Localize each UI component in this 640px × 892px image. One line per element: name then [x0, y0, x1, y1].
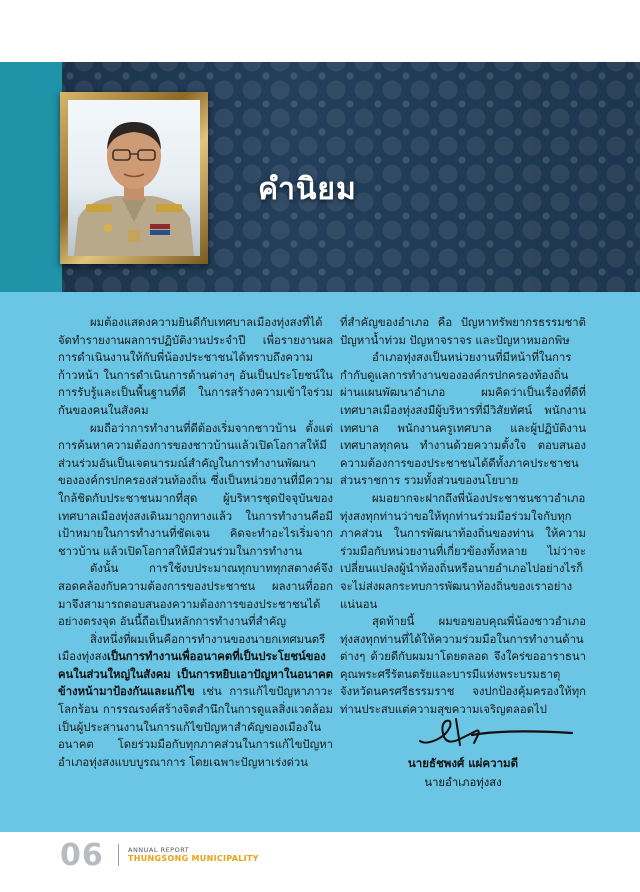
page-number: 06	[60, 838, 104, 873]
paragraph-rest: เช่น การแก้ไขปัญหาภาวะโลกร้อน การรณรงค์สร้างจิตสำนึกในการดูแลสิ่งแวดล้อม เป็นผู้ประสานงานในการแก้ไขปัญหาสำคัญของเมืองในอนาคต โดยร่วมมือกับทุกภาคส่วนในการแก้ไขปัญหาอำเภอทุ่งสงแบบบูรณาการ โดยเฉพาะปัญหาเร่งด่วน	[58, 685, 333, 769]
paragraph: ผมอยากจะฝากถึงพี่น้องประชาชนชาวอำเภอทุ่งสงทุกท่านว่าขอให้ทุกท่านร่วมมือร่วมใจกับทุกภาคส่วน ในการพัฒนาท้องถิ่นของท่าน ให้ความร่วมมือกับหน่วยงานที่เกี่ยวข้องทั้งหลาย ไม่ว่าจะเปลี่ยนแปลงผู้นำท้องถิ่นหรือนายอำเภอไปอย่างไรก็จะไม่ส่งผลกระทบการพัฒนาท้องถิ่นของเราอย่างแน่นอน	[340, 491, 586, 611]
portrait-frame	[60, 92, 208, 264]
paragraph: สุดท้ายนี้ ผมขอขอบคุณพี่น้องชาวอำเภอทุ่งสงทุกท่านที่ได้ให้ความร่วมมือในการทำงานด้านต่างๆ ด้วยดีกับผมมาโดยตลอด จึงใคร่ขออาราธนาคุณพระศรีรัตนตรัยและบารมีแห่งพระบรมธาตุจังหวัดนครศรีธรรมราช จงปกป้องคุ้มครองให้ทุกท่านประสบแต่ความสุขความเจริญตลอดไป	[340, 615, 586, 717]
page-title: คำนิยม	[258, 172, 357, 207]
official-portrait	[68, 100, 200, 256]
handwritten-signature	[416, 705, 576, 749]
emphasized-text: เป็นการทำงานเพื่ออนาคตที่เป็นประโยชน์ของคนในส่วนใหญ่ในสังคม เป็นการหยิบเอาปัญหาในอนาคตข้างหน้ามาป้องกันและแก้ไข	[58, 649, 333, 699]
paragraph: อำเภอทุ่งสงเป็นหน่วยงานที่มีหน้าที่ในการกำกับดูแลการทำงานขององค์กรปกครองท้องถิ่นผ่านแผนพัฒนาอำเภอ ผมคิดว่าเป็นเรื่องที่ดีที่เทศบาลเมืองทุ่งสงมีผู้บริหารที่มีวิสัยทัศน์ พนักงานเทศบาล พนักงานครูเทศบาล และผู้ปฏิบัติงานเทศบาลทุกคน ทำงานด้วยความตั้งใจ ตอบสนองความต้องการของประชาชนได้ดีทั้งภาคประชาชน ส่วนราชการ รวมทั้งส่วนของนโยบาย	[340, 351, 586, 488]
paragraph: ผมถือว่าการทำงานที่ดีต้องเริ่มจากชาวบ้าน ตั้งแต่การค้นหาความต้องการของชาวบ้านแล้วเปิดโอกาสให้มีส่วนร่วมอันเป็นเจตนารมณ์สำคัญในการทำงานพัฒนาขององค์กรปกครองส่วนท้องถิ่น ซึ่งเป็นหน่วยงานที่มีความใกล้ชิดกับประชาชนมากที่สุด ผู้บริหารชุดปัจจุบันของเทศบาลเมืองทุ่งสงเดินมาถูกทางแล้ว ในการทำงานคือมีเป้าหมายในการทำงานที่ชัดเจน คิดจะทำอะไรเริ่มจากชาวบ้าน แล้วเปิดโอกาสให้มีส่วนร่วมในการทำงาน	[58, 421, 333, 558]
municipality-label: THUNGSONG MUNICIPALITY	[128, 854, 259, 863]
paragraph: ผมต้องแสดงความยินดีกับเทศบาลเมืองทุ่งสงที่ได้จัดทำรายงานผลการปฏิบัติงานประจำปี เพื่อรายงานผลการดำเนินงานให้กับพี่น้องประชาชนได้ทราบถึงความก้าวหน้า ในการดำเนินการด้านต่างๆ อันเป็นประโยชน์ในการรับรู้และเป็นพื้นฐานที่ดี ในการสร้างความเข้าใจร่วมกันของคนในสังคม	[58, 316, 333, 417]
footer-divider	[118, 844, 119, 866]
paragraph-intro: สิ่งหนึ่งที่ผมเห็นคือการทำงานของนายกเทศมนตรีเมืองทุ่งสง	[58, 632, 326, 664]
annual-report-label: ANNUAL REPORT	[128, 846, 190, 854]
teal-accent-strip	[0, 62, 62, 292]
paragraph: ที่สำคัญของอำเภอ คือ ปัญหาทรัพยากรธรรมชาติ ปัญหาน้ำท่วม ปัญหาจราจร และปัญหาหมอกพิษ	[340, 316, 586, 347]
page-footer	[0, 832, 640, 892]
signer-name: นายธัชพงศ์ แผ่ความดี	[407, 756, 519, 770]
left-column	[58, 314, 333, 771]
foreword-body	[0, 292, 640, 832]
right-column	[340, 314, 586, 719]
paragraph	[58, 631, 333, 772]
header-banner	[0, 62, 640, 292]
signer-position: นายอำเภอทุ่งสง	[424, 776, 502, 789]
paragraph: ดังนั้น การใช้งบประมาณทุกบาททุกสตางค์จึงสอดคล้องกับความต้องการของประชาชน ผลงานที่ออกมาจึงสามารถตอบสนองความต้องการของประชาชนได้อย่างตรงจุด อันนี้ถือเป็นหลักการทำงานที่สำคัญ	[58, 562, 333, 629]
